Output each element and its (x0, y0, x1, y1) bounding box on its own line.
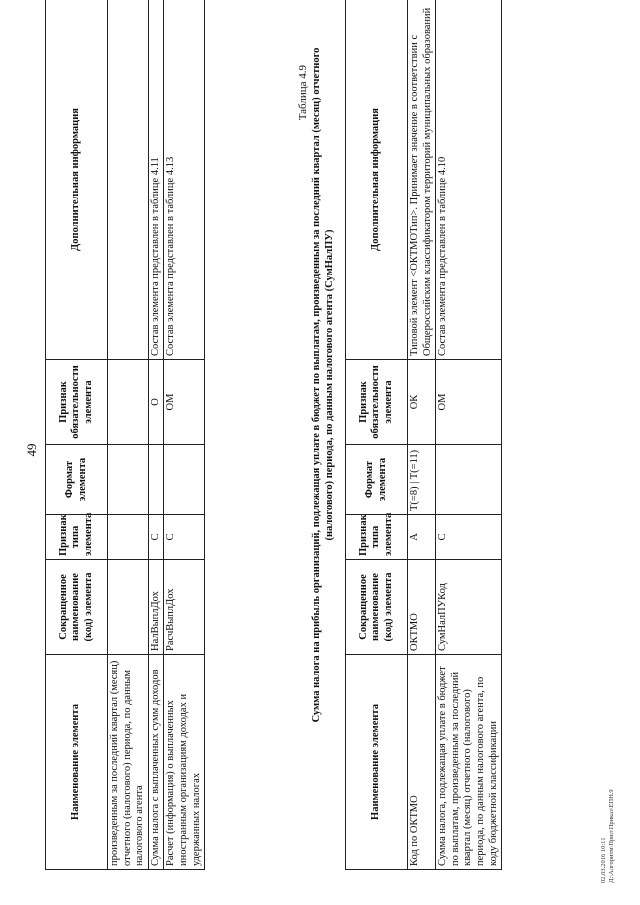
cell-format (148, 445, 164, 515)
cell-type (108, 515, 149, 560)
cell-info: Состав элемента представлен в таблице 4.10 (436, 0, 502, 360)
col-header-info: Дополнительная информация (46, 0, 108, 360)
col-header-type: Признак типа элемента (346, 515, 408, 560)
cell-code: ОКТМО (408, 560, 436, 655)
col-header-required: Признак обязательности элемента (46, 360, 108, 445)
cell-required: ОК (408, 360, 436, 445)
cell-name: Сумма налога с выплаченных сумм доходов (148, 655, 164, 870)
col-header-type: Признак типа элемента (46, 515, 108, 560)
col-header-code: Сокращенное наименование (код) элемента (46, 560, 108, 655)
cell-info (108, 0, 149, 360)
cell-format (164, 445, 205, 515)
table-caption: Таблица 4.9 (297, 65, 309, 121)
cell-name: Сумма налога, подлежащая уплате в бюджет по выплатам, произведенным за последний квартал (месяц) отчетного (налогового) периода, по данным налогового агента, по коду бюджетной классификации (436, 655, 502, 870)
table-row (436, 0, 502, 870)
cell-name: произведенным за последний квартал (месяц) отчетного (налогового) периода, по данным налогового агента (108, 655, 149, 870)
cell-code: СумНалПУКод (436, 560, 502, 655)
cell-type: С (164, 515, 205, 560)
page-number: 49 (24, 443, 39, 457)
cell-code: РасчВыплДох (164, 560, 205, 655)
cell-info: Состав элемента представлен в таблице 4.11 (148, 0, 164, 360)
cell-required (108, 360, 149, 445)
table-row (164, 0, 205, 870)
cell-code (108, 560, 149, 655)
col-header-format: Формат элемента (346, 445, 408, 515)
cell-name: Код по ОКТМО (408, 655, 436, 870)
cell-type: С (148, 515, 164, 560)
col-header-name: Наименование элемента (46, 655, 108, 870)
cell-required: О (148, 360, 164, 445)
cell-required: ОМ (436, 360, 502, 445)
file-stamp (600, 763, 617, 883)
col-header-code: Сокращенное наименование (код) элемента (346, 560, 408, 655)
cell-required: ОМ (164, 360, 205, 445)
cell-format: T(=8) | T(=11) (408, 445, 436, 515)
col-header-info: Дополнительная информация (346, 0, 408, 360)
cell-type: А (408, 515, 436, 560)
table-row (408, 0, 436, 870)
elements-table-continued (45, 0, 205, 870)
table-row (108, 0, 149, 870)
cell-info: Состав элемента представлен в таблице 4.13 (164, 0, 205, 360)
cell-type: С (436, 515, 502, 560)
cell-code: НалВыплДох (148, 560, 164, 655)
col-header-format: Формат элемента (46, 445, 108, 515)
col-header-name: Наименование элемента (346, 655, 408, 870)
table-row (148, 0, 164, 870)
table-title: Сумма налога на прибыль организаций, подлежащая уплате в бюджет по выплатам, произведенным за последний квартал (месяц) отчетного (налогового) периода, по данным налогового агента (СумНалПУ) (311, 47, 335, 723)
col-header-required: Признак обязательности элемента (346, 360, 408, 445)
stamp-date: 02.03.2016 10:11 (600, 837, 607, 883)
cell-format (436, 445, 502, 515)
cell-info: Типовой элемент <ОКТМОТип>. Принимает значение в соответствии с Общероссийским классификатором территорий муниципальных образований (408, 0, 436, 360)
stamp-path: Д:\Алгоритм\Прил\Приказ\ЕПН.9 (608, 789, 616, 883)
cell-format (108, 445, 149, 515)
sumnalpu-table (345, 0, 502, 870)
cell-name: Расчет (информация) о выплаченных иностранным организациям доходах и удержанных налогах (164, 655, 205, 870)
